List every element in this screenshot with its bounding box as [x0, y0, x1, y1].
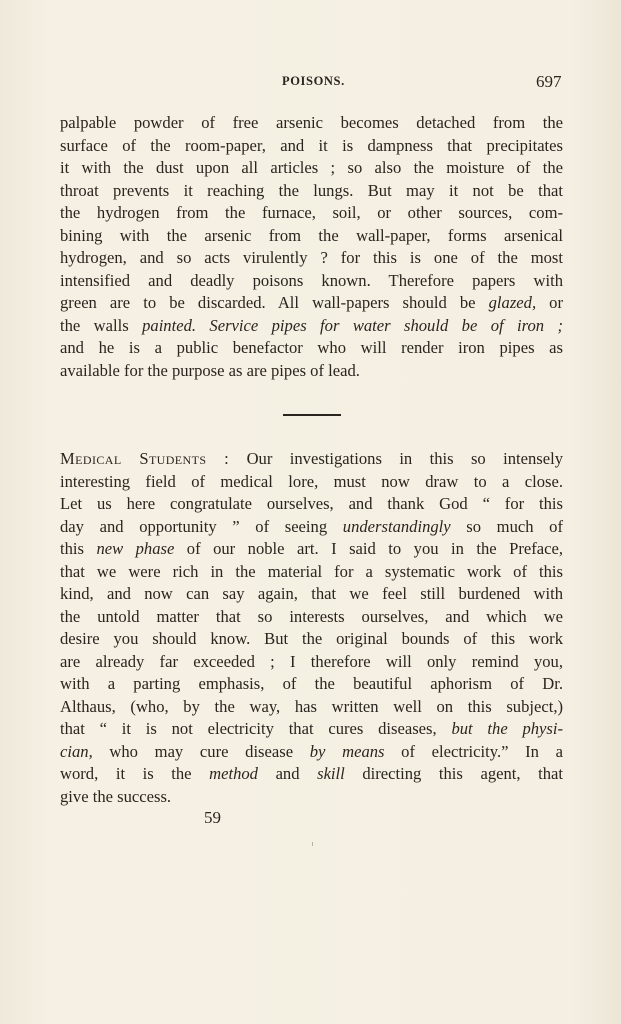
text-line: Let us here congratulate ourselves, and thank God “ for this — [60, 494, 563, 513]
text-line: interesting field of medical lore, must now draw to a close. — [60, 471, 563, 491]
text-line: bining with the arsenic from the wall-paper, forms arsenical — [60, 225, 563, 245]
text-span: green are to be discarded. All wall-papers should be — [60, 293, 476, 312]
emphasis-glazed: glazed, — [488, 293, 537, 312]
text-line: Althaus, (who, by the way, has written well on this subject,) — [60, 696, 563, 716]
emphasis-service-pipes: painted. Service pipes for water should be of iron ; — [142, 315, 563, 335]
text-line — [60, 292, 563, 315]
text-line: kind, and now can say again, that we feel still burdened with — [60, 584, 563, 603]
text-span: the walls — [60, 315, 143, 335]
text-line: palpable powder of free arsenic becomes detached from the — [60, 113, 563, 132]
emphasis-cian: cian, — [60, 741, 93, 761]
signature-mark: 59 — [204, 808, 221, 827]
text-line: and he is a public benefactor who will render iron pipes as — [60, 338, 563, 357]
emphasis-but-the-physician: but the physi- — [451, 719, 564, 738]
section-divider — [283, 414, 341, 416]
text-line: are already far exceeded ; I therefore will only remind you, — [60, 651, 563, 671]
text-line: with a parting emphasis, of the beautiful aphorism of Dr. — [60, 674, 563, 693]
text-line: that we were rich in the material for a systematic work of this — [60, 561, 563, 581]
text-line — [60, 741, 563, 764]
text-line — [60, 538, 563, 561]
text-span: directing this agent, that — [344, 764, 563, 783]
running-title: POISONS. — [282, 74, 345, 88]
text-span: word, it is the — [60, 764, 210, 783]
text-line: surface of the room-paper, and it is dampness that precipitates — [60, 135, 563, 155]
text-line: throat prevents it reaching the lungs. But may it not be that — [60, 180, 563, 200]
emphasis-new-phase: new phase — [96, 539, 175, 558]
emphasis-skill: skill — [317, 764, 345, 783]
text-line: it with the dust upon all articles ; so also the moisture of the — [60, 158, 563, 177]
text-line: desire you should know. But the original bounds of this work — [60, 629, 563, 648]
emphasis-by-means: by means — [309, 741, 385, 761]
text-line — [60, 315, 563, 338]
page-number: 697 — [536, 72, 562, 91]
text-span: this — [60, 539, 97, 558]
text-line — [60, 448, 563, 471]
paragraph-medical-students — [60, 448, 563, 808]
text-line: hydrogen, and so acts virulently ? for this is one of the most — [60, 248, 563, 267]
text-line — [60, 516, 563, 539]
paper-speck — [312, 842, 313, 846]
text-line — [60, 718, 563, 741]
text-span: Our investigations in this so intensely — [229, 449, 563, 468]
text-line — [60, 763, 563, 786]
running-head — [0, 74, 621, 94]
text-span: of our noble art. I said to you in the Preface, — [174, 539, 563, 558]
text-line: intensified and deadly poisons known. Therefore papers with — [60, 270, 563, 290]
text-span: who may cure disease — [92, 741, 310, 761]
text-span: and — [257, 764, 318, 783]
paragraph-arsenic — [60, 112, 563, 382]
text-line: the hydrogen from the furnace, soil, or other sources, com- — [60, 203, 563, 222]
text-line: give the success. — [60, 786, 172, 806]
text-span: day and opportunity ” of seeing — [60, 516, 343, 536]
text-span: or — [536, 293, 563, 312]
text-span: of electricity.” In a — [384, 741, 564, 761]
emphasis-method: method — [209, 764, 258, 783]
text-line: available for the purpose as are pipes of lead. — [60, 360, 360, 380]
text-line: the untold matter that so interests ourselves, and which we — [60, 606, 563, 626]
lead-in-small-caps: Medical Students : — [60, 449, 230, 468]
text-span: that “ it is not electricity that cures diseases, — [60, 719, 452, 738]
emphasis-understandingly: understandingly — [342, 516, 451, 536]
text-span: so much of — [450, 516, 564, 536]
